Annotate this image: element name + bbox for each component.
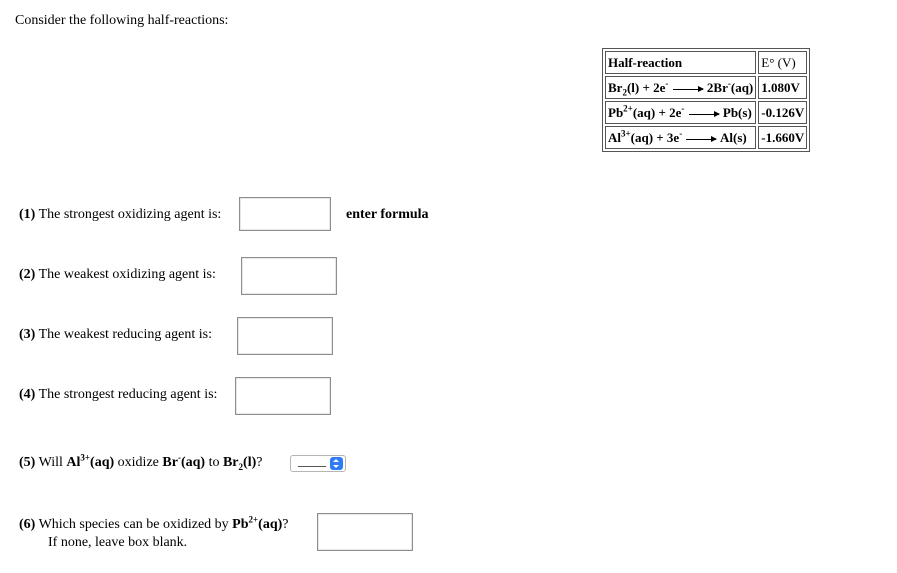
- q2-answer-input[interactable]: [241, 257, 337, 295]
- ev-cell: -0.126V: [758, 101, 807, 124]
- ev-cell: 1.080V: [758, 76, 807, 99]
- question-2-label: (2) The weakest oxidizing agent is:: [19, 267, 216, 282]
- reaction-cell: $Al^{3+}(aq) + 3e^-$ Al(s): [605, 126, 756, 149]
- table-row: [605, 76, 807, 99]
- table-row: [605, 101, 807, 124]
- half-reaction-table: [602, 48, 810, 152]
- header-ev: E° (V): [758, 51, 807, 74]
- table-row: [605, 126, 807, 149]
- select-chevron-icon[interactable]: [330, 457, 343, 470]
- question-4-label: (4) The strongest reducing agent is:: [19, 387, 218, 402]
- question-5-label: (5) Will $Al^{3+}(aq)$ oxidize Br-(aq) to $Br_2(l)$?: [19, 452, 263, 472]
- question-6-label: (6) Which species can be oxidized by $Pb^{2+}(aq)$?: [19, 514, 289, 532]
- intro-text: Consider the following half-reactions:: [15, 13, 229, 28]
- reaction-arrow-icon: [686, 139, 716, 140]
- table-header-row: [605, 51, 807, 74]
- question-6-note: If none, leave box blank.: [48, 535, 188, 550]
- reaction-arrow-icon: [673, 89, 703, 90]
- ev-cell: -1.660V: [758, 126, 807, 149]
- reaction-cell: $Pb^{2+}(aq) + 2e^-$ Pb(s): [605, 101, 756, 124]
- q3-answer-input[interactable]: [237, 317, 333, 355]
- header-half-reaction: Half-reaction: [605, 51, 756, 74]
- select-placeholder-dash: [298, 466, 326, 467]
- q6-answer-input[interactable]: [317, 513, 413, 551]
- question-3-label: (3) The weakest reducing agent is:: [19, 327, 212, 342]
- q1-answer-input[interactable]: [239, 197, 331, 231]
- reaction-arrow-icon: [689, 114, 719, 115]
- enter-formula-hint: enter formula: [346, 207, 429, 222]
- reaction-cell: $Br_2(l) + 2e^-$ 2Br-(aq): [605, 76, 756, 99]
- q4-answer-input[interactable]: [235, 377, 331, 415]
- q5-answer-select[interactable]: [290, 455, 346, 472]
- question-1-label: (1) The strongest oxidizing agent is:: [19, 207, 222, 222]
